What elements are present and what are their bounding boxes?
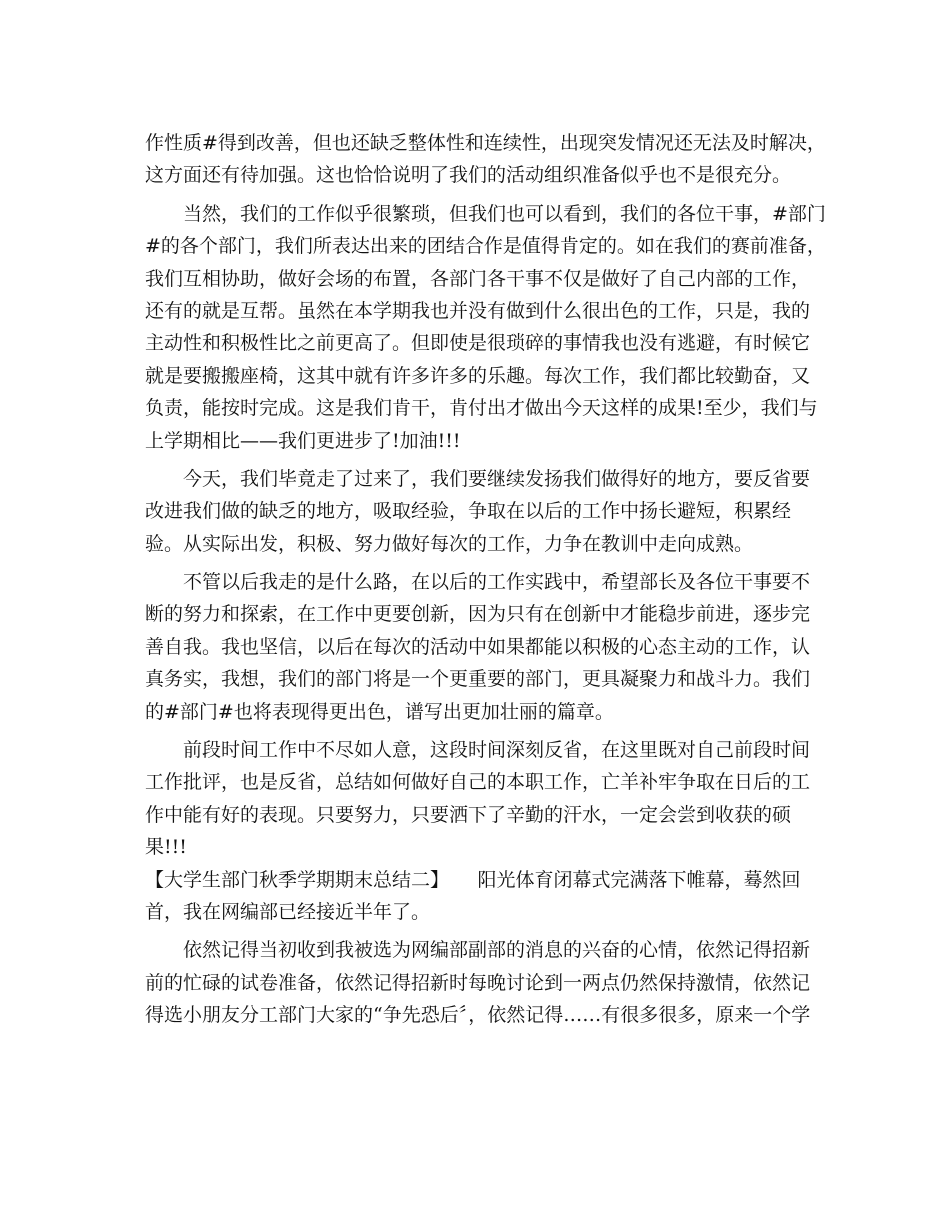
text-line: 【大学生部门秋季学期期末总结二】 阳光体育闭幕式完满落下帷幕，蓦然回 [145, 868, 801, 891]
document-page [145, 127, 826, 1032]
text-line: 作中能有好的表现。只要努力，只要洒下了辛勤的汗水，一定会尝到收获的硕 [145, 803, 792, 826]
text-line: 今天，我们毕竟走了过来了，我们要继续发扬我们做得好的地方，要反省要 [183, 467, 811, 490]
text-line: 依然记得当初收到我被选为网编部副部的消息的兴奋的心情，依然记得招新 [183, 939, 811, 962]
text-line: 改进我们做的缺乏的地方，吸取经验，争取在以后的工作中扬长避短，积累经 [145, 500, 792, 523]
text-line: 不管以后我走的是什么路，在以后的工作实践中，希望部长及各位干事要不 [183, 571, 811, 594]
text-line: 得选小朋友分工部门大家的“争先恐后〞，依然记得……有很多很多，原来一个学 [145, 1004, 811, 1027]
text-line: 主动性和积极性比之前更高了。但即使是很琐碎的事情我也没有逃避，有时候它 [145, 332, 811, 355]
text-line: 负责，能按时完成。这是我们肯干，肯付出才做出今天这样的成果!至少，我们与 [145, 397, 818, 420]
text-line: 断的努力和探索，在工作中更要创新，因为只有在创新中才能稳步前进，逐步完 [145, 603, 811, 626]
text-line: 作性质#得到改善，但也还缺乏整体性和连续性，出现突发情况还无法及时解决， [145, 132, 826, 154]
text-line: 前的忙碌的试卷准备，依然记得招新时每晚讨论到一两点仍然保持激情，依然记 [145, 971, 811, 994]
text-line: 善自我。我也坚信，以后在每次的活动中如果都能以积极的心态主动的工作，认 [145, 635, 811, 658]
text-line: 首，我在网编部已经接近半年了。 [145, 900, 431, 923]
text-line: 前段时间工作中不尽如人意，这段时间深刻反省，在这里既对自己前段时间 [183, 739, 811, 762]
text-line: 这方面还有待加强。这也恰恰说明了我们的活动组织准备似乎也不是很充分。 [145, 164, 792, 187]
text-line: 验。从实际出发，积极、努力做好每次的工作，力争在教训中走向成熟。 [145, 532, 754, 555]
text-line: 就是要搬搬座椅，这其中就有许多许多的乐趣。每次工作，我们都比较勤奋，又 [145, 364, 811, 387]
text-line: #的各个部门，我们所表达出来的团结合作是值得肯定的。如在我们的赛前准备， [145, 235, 826, 258]
text-line: 真务实，我想，我们的部门将是一个更重要的部门，更具凝聚力和战斗力。我们 [145, 668, 811, 691]
text-line: 果!!! [145, 836, 187, 859]
text-line: 上学期相比——我们更进步了!加油!!! [145, 429, 461, 452]
text-line: 还有的就是互帮。虽然在本学期我也并没有做到什么很出色的工作，只是，我的 [145, 299, 811, 322]
text-line: 我们互相协助，做好会场的布置，各部门各干事不仅是做好了自己内部的工作， [145, 267, 811, 290]
text-line: 的#部门#也将表现得更出色，谱写出更加壮丽的篇章。 [145, 700, 614, 723]
text-line: 工作批评，也是反省，总结如何做好自己的本职工作，亡羊补牢争取在日后的工 [145, 771, 811, 794]
text-line: 当然，我们的工作似乎很繁琐，但我们也可以看到，我们的各位干事，#部门 [183, 202, 826, 225]
